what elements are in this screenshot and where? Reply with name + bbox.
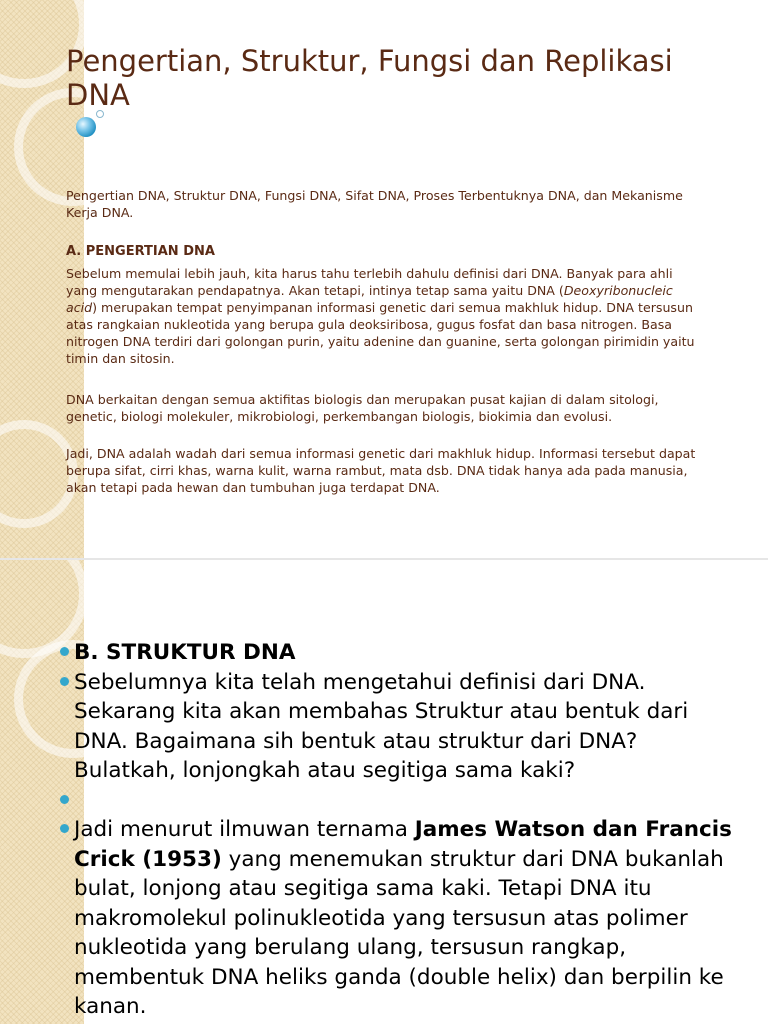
bullet-icon (60, 824, 69, 833)
list-item (60, 786, 740, 816)
bullet-list (60, 638, 740, 1022)
intro-text: Pengertian DNA, Struktur DNA, Fungsi DNA, Sifat DNA, Proses Terbentuknya DNA, dan Mekanisme Kerja DNA. (66, 188, 683, 220)
section-heading-b: B. STRUKTUR DNA (74, 640, 296, 665)
paragraph-text: Sebelum memulai lebih jauh, kita harus tahu terlebih dahulu definisi dari DNA. Banyak para ahli yang mengutarakan pendapatnya. Akan tetapi, intinya tetap sama yaitu DNA ( (66, 266, 673, 298)
bullet-icon (60, 647, 69, 656)
paragraph-definition (66, 265, 706, 367)
bold-names: James Watson dan Francis Crick (1953) (74, 817, 732, 872)
list-item (60, 638, 740, 668)
list-item-text: yang menemukan struktur dari DNA bukanlah bulat, lonjong atau segitiga sama kaki. Tetapi DNA itu makromolekul polinukleotida yang tersusun atas polimer nukleotida yang berulang ulang, tersusun rangkap, membentuk DNA heliks ganda (double helix) dan berpilin ke kanan. (74, 846, 724, 1019)
paragraph-biology: DNA berkaitan dengan semua aktifitas biologis dan merupakan pusat kajian di dalam sitologi, genetic, biologi molekuler, mikrobiologi, perkembangan biologis, biokimia dan evolusi. (66, 392, 659, 424)
italic-term: Deoxyribonucleic acid (66, 283, 673, 315)
list-item (60, 815, 740, 1022)
bullet-icon (60, 795, 69, 804)
list-item-text: Sebelumnya kita telah mengetahui definisi dari DNA. Sekarang kita akan membahas Struktur atau bentuk dari DNA. Bagaimana sih bentuk atau struktur dari DNA? Bulatkah, lonjongkah atau segitiga sama kaki? (74, 669, 689, 783)
paragraph-conclusion: Jadi, DNA adalah wadah dari semua informasi genetic dari makhluk hidup. Informasi tersebut dapat berupa sifat, cirri khas, warna kulit, warna rambut, mata dsb. DNA tidak hanya ada pada manusia, akan tetapi pada hewan dan tumbuhan juga terdapat DNA. (66, 446, 696, 495)
page-title: Pengertian, Struktur, Fungsi dan Replikasi DNA (66, 44, 673, 112)
list-item-text: Jadi menurut ilmuwan ternama (74, 817, 415, 842)
orb-icon (76, 117, 96, 137)
section-heading-a: A. PENGERTIAN DNA (66, 244, 215, 259)
list-item (60, 668, 740, 786)
paragraph-text: ) merupakan tempat penyimpanan informasi genetic dari semua makhluk hidup. DNA tersusun atas rangkaian nukleotida yang berupa gula deoksiribosa, gugus fosfat dan basa nitrogen. Basa nitrogen DNA terdiri dari golongan purin, yaitu adenine dan guanine, serta golongan pirimidin yaitu timin dan sitosin. (66, 300, 695, 366)
small-circle-icon (96, 110, 104, 118)
bullet-icon (60, 677, 69, 686)
